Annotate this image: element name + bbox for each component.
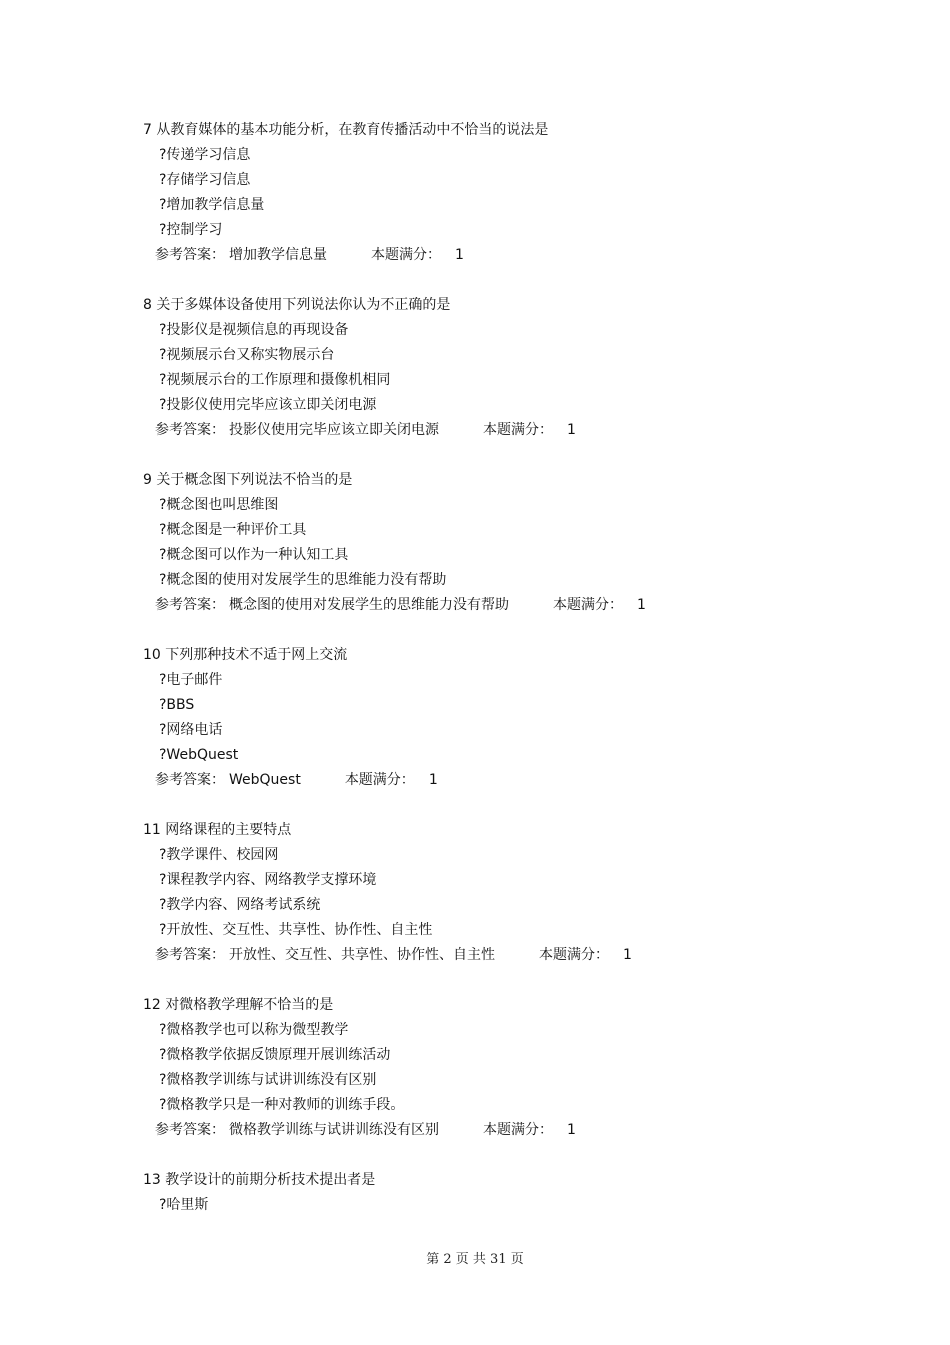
reference-answer-text: 投影仪使用完毕应该立即关闭电源: [229, 422, 439, 438]
reference-answer-line: [143, 418, 863, 443]
answer-option: ?视频展示台的工作原理和摄像机相同: [159, 372, 391, 388]
score-value: 1: [567, 1122, 576, 1138]
question-number: 13: [143, 1172, 161, 1188]
answer-option: ?增加教学信息量: [159, 197, 265, 213]
score-label: 本题满分：: [483, 1122, 553, 1138]
answer-option: ?投影仪是视频信息的再现设备: [159, 322, 349, 338]
score-value: 1: [455, 247, 464, 263]
answer-option: ?微格教学只是一种对教师的训练手段。: [159, 1097, 405, 1113]
question-block: [143, 1168, 863, 1218]
reference-answer-text: 开放性、交互性、共享性、协作性、自主性: [229, 947, 495, 963]
answer-option: ?教学内容、网络考试系统: [159, 897, 321, 913]
reference-answer-line: [143, 1118, 863, 1143]
reference-answer-text: 增加教学信息量: [229, 247, 327, 263]
reference-answer-text: 微格教学训练与试讲训练没有区别: [229, 1122, 439, 1138]
answer-option: ?控制学习: [159, 222, 223, 238]
question-title: [143, 293, 863, 318]
question-number: 12: [143, 997, 161, 1013]
reference-answer-label: 参考答案：: [155, 422, 225, 438]
question-number: 8: [143, 297, 152, 313]
reference-answer-label: 参考答案：: [155, 1122, 225, 1138]
reference-answer-line: [143, 593, 863, 618]
answer-option: ?WebQuest: [159, 747, 239, 763]
score-value: 1: [623, 947, 632, 963]
question-number: 7: [143, 122, 152, 138]
reference-answer-text: 概念图的使用对发展学生的思维能力没有帮助: [229, 597, 509, 613]
answer-option: ?电子邮件: [159, 672, 223, 688]
reference-answer-label: 参考答案：: [155, 772, 225, 788]
page-footer: 第 2 页 共 31 页: [426, 1252, 524, 1267]
answer-option: ?教学课件、校园网: [159, 847, 279, 863]
answer-option: ?存储学习信息: [159, 172, 251, 188]
answer-option: ?概念图的使用对发展学生的思维能力没有帮助: [159, 572, 447, 588]
question-stem: 下列那种技术不适于网上交流: [165, 647, 348, 663]
question-number: 11: [143, 822, 161, 838]
question-block: [143, 643, 863, 793]
question-number: 9: [143, 472, 152, 488]
question-block: [143, 118, 863, 268]
answer-option: ?概念图也叫思维图: [159, 497, 279, 513]
question-stem: 网络课程的主要特点: [165, 822, 292, 838]
question-stem: 对微格教学理解不恰当的是: [165, 997, 334, 1013]
question-title: [143, 818, 863, 843]
score-value: 1: [428, 772, 438, 788]
answer-option: ?概念图是一种评价工具: [159, 522, 307, 538]
score-label: 本题满分：: [553, 597, 623, 613]
answer-option: ?微格教学训练与试讲训练没有区别: [159, 1072, 377, 1088]
answer-option: ?微格教学依据反馈原理开展训练活动: [159, 1047, 391, 1063]
score-label: 本题满分：: [371, 247, 441, 263]
question-title: [143, 1168, 863, 1193]
reference-answer-label: 参考答案：: [155, 947, 225, 963]
answer-option: ?开放性、交互性、共享性、协作性、自主性: [159, 922, 433, 938]
answer-option: ?投影仪使用完毕应该立即关闭电源: [159, 397, 377, 413]
reference-answer-label: 参考答案：: [155, 597, 225, 613]
score-value: 1: [637, 597, 646, 613]
answer-option: ?网络电话: [159, 722, 223, 738]
answer-option: ?传递学习信息: [159, 147, 251, 163]
question-block: [143, 293, 863, 443]
score-value: 1: [567, 422, 576, 438]
answer-option: ?哈里斯: [159, 1197, 209, 1213]
question-block: [143, 468, 863, 618]
reference-answer-line: [143, 943, 863, 968]
reference-answer-text: WebQuest: [229, 772, 301, 788]
reference-answer-line: [143, 243, 863, 268]
question-block: [143, 818, 863, 968]
score-label: 本题满分：: [483, 422, 553, 438]
question-stem: 关于多媒体设备使用下列说法你认为不正确的是: [156, 297, 451, 313]
question-number: 10: [143, 647, 161, 663]
score-label: 本题满分：: [344, 772, 415, 788]
answer-option: ?课程教学内容、网络教学支撑环境: [159, 872, 377, 888]
question-title: [143, 468, 863, 493]
reference-answer-line: [143, 768, 863, 793]
question-title: [143, 643, 863, 668]
question-block: [143, 993, 863, 1143]
question-title: [143, 118, 863, 143]
score-label: 本题满分：: [539, 947, 609, 963]
answer-option: ?微格教学也可以称为微型教学: [159, 1022, 349, 1038]
question-stem: 从教育媒体的基本功能分析，在教育传播活动中不恰当的说法是: [156, 122, 549, 138]
answer-option: ?概念图可以作为一种认知工具: [159, 547, 349, 563]
question-stem: 关于概念图下列说法不恰当的是: [156, 472, 353, 488]
answer-option: ?BBS: [159, 697, 195, 713]
reference-answer-label: 参考答案：: [155, 247, 225, 263]
answer-option: ?视频展示台又称实物展示台: [159, 347, 335, 363]
question-stem: 教学设计的前期分析技术提出者是: [165, 1172, 376, 1188]
question-title: [143, 993, 863, 1018]
question-list: [143, 118, 863, 1243]
